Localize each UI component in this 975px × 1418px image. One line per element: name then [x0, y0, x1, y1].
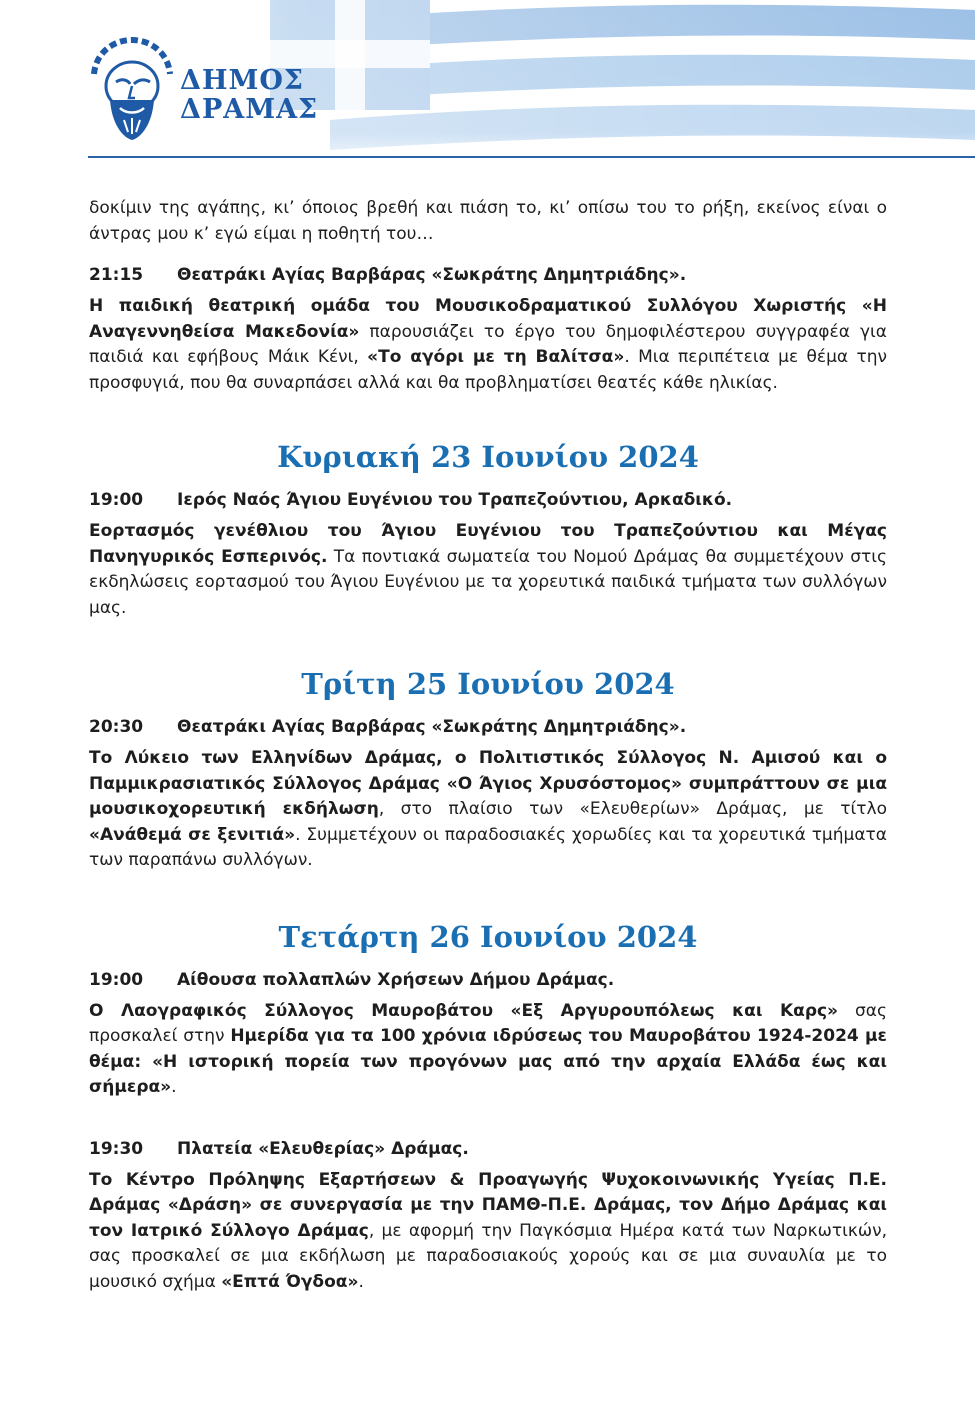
- event-place: Θεατράκι Αγίας Βαρβάρας «Σωκράτης Δημητριάδης».: [177, 265, 687, 285]
- event-time: 20:30: [89, 717, 144, 737]
- event-place: Θεατράκι Αγίας Βαρβάρας «Σωκράτης Δημητριάδης».: [177, 717, 687, 737]
- event-description: Η παιδική θεατρική ομάδα του Μουσικοδραματικού Συλλόγου Χωριστής «Η Αναγεννηθείσα Μακεδονία» παρουσιάζει το έργο του δημοφιλέστερου συγγραφέα για παιδιά και εφήβους Μάικ Κένι, «Το αγόρι με τη Βαλίτσα». Μια περιπέτεια με θέμα την προσφυγιά, που θα συναρπάσει αλλά και θα προβληματίσει θεατές κάθε ηλικίας.: [89, 296, 887, 393]
- event-time: 19:30: [89, 1138, 144, 1159]
- event-heading: [89, 968, 887, 993]
- logo-text: [180, 66, 318, 124]
- event-time: 19:00: [89, 969, 144, 990]
- event-heading: [89, 715, 887, 740]
- day-heading: Τρίτη 25 Ιουνίου 2024: [301, 667, 675, 701]
- logo-line-2: ΔΡΑΜΑΣ: [180, 94, 319, 125]
- event-description: Το Λύκειο των Ελληνίδων Δράμας, ο Πολιτιστικός Σύλλογος Ν. Αμισού και ο Παμμικρασιατικός Σύλλογος Δράμας «Ο Άγιος Χρυσόστομος» συμπράττουν σε μια μουσικοχορευτική εκδήλωση, στο πλαίσιο των «Ελευθερίων» Δράμας, με τίτλο «Ανάθεμά σε ξενιτιά». Συμμετέχουν οι παραδοσιακές χορωδίες και τα χορευτικά τμήματα των παραπάνω συλλόγων.: [89, 748, 887, 870]
- page-header: [0, 0, 975, 160]
- municipality-logo-icon: [84, 34, 180, 144]
- event-time: 21:15: [89, 265, 144, 285]
- header-rule: [88, 156, 975, 158]
- day-heading: Τετάρτη 26 Ιουνίου 2024: [278, 919, 698, 954]
- event-place: Ιερός Ναός Άγιου Ευγένιου του Τραπεζούντιου, Αρκαδικό.: [177, 490, 733, 510]
- day-heading: Κυριακή 23 Ιουνίου 2024: [277, 440, 699, 474]
- event-heading: [89, 1137, 887, 1162]
- event-heading: [89, 263, 887, 288]
- event-place: Πλατεία «Ελευθερίας» Δράμας.: [177, 1138, 469, 1159]
- page-content: [89, 196, 887, 1295]
- event-time: 19:00: [89, 490, 144, 510]
- event-description: Ο Λαογραφικός Σύλλογος Μαυροβάτου «Εξ Αργυρουπόλεως και Καρς» σας προσκαλεί στην Ημερίδα για τα 100 χρόνια ιδρύσεως του Μαυροβάτου 1924-2024 με θέμα: «Η ιστορική πορεία των προγόνων μας από την αρχαία Ελλάδα έως και σήμερα».: [89, 1000, 888, 1097]
- event-place: Αίθουσα πολλαπλών Χρήσεων Δήμου Δράμας.: [177, 969, 615, 990]
- event-heading: [89, 488, 887, 513]
- event-description: Το Κέντρο Πρόληψης Εξαρτήσεων & Προαγωγής Ψυχοκοινωνικής Υγείας Π.Ε. Δράμας «Δράση» σε συνεργασία με την ΠΑΜΘ-Π.Ε. Δράμας, τον Δήμο Δράμας και τον Ιατρικό Σύλλογο Δράμας, με αφορμή την Παγκόσμια Ημέρα κατά των Ναρκωτικών, σας προσκαλεί σε μια εκδήλωση με παραδοσιακούς χορούς και σε μια συναυλία με το μουσικό σχήμα «Επτά Όγδοα».: [89, 1169, 887, 1292]
- event-description: Εορτασμός γενέθλιου του Άγιου Ευγένιου του Τραπεζούντιου και Μέγας Πανηγυρικός Εσπερινός. Τα ποντιακά σωματεία του Νομού Δράμας θα συμμετέχουν στις εκδηλώσεις εορτασμού του Άγιου Ευγένιου με τα χορευτικά παιδικά τμήματα των συλλόγων μας.: [89, 521, 887, 618]
- logo-line-1: ΔΗΜΟΣ: [180, 65, 304, 96]
- intro-paragraph: δοκίμιν της αγάπης, κι’ όποιος βρεθή και πιάση το, κι’ οπίσω του το ρήξη, εκείνος είναι ο άντρας μου κ’ εγώ είμαι η ποθητή του…: [89, 198, 887, 244]
